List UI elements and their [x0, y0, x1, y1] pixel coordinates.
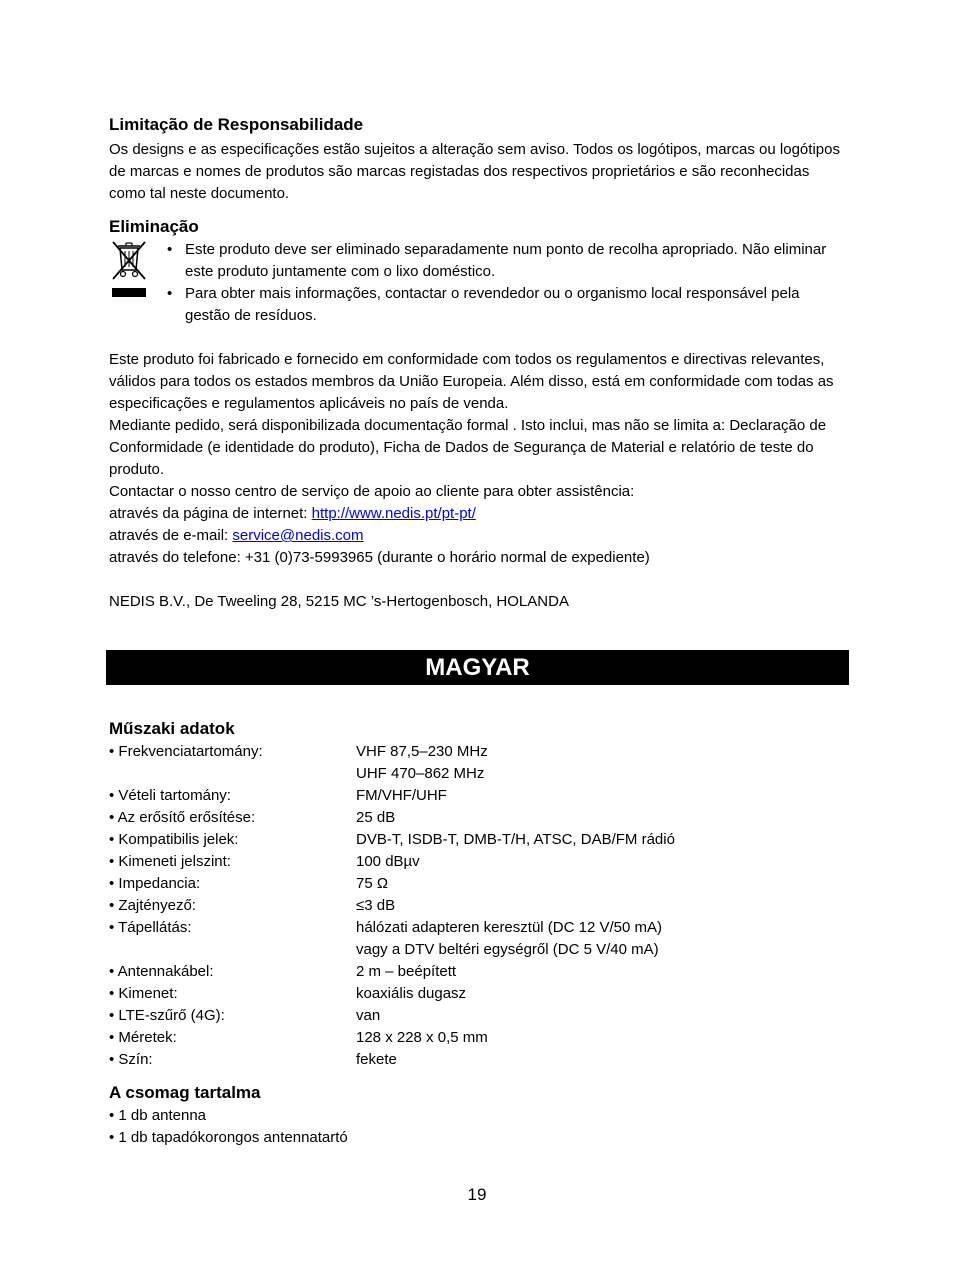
spec-row: [109, 873, 675, 895]
hungarian-section: [109, 717, 849, 1149]
spec-value: FM/VHF/UHF: [356, 787, 447, 804]
specs-table: [109, 741, 675, 1071]
spec-row: [109, 851, 675, 873]
spec-key: • Az erősítő erősítése:: [109, 809, 256, 826]
email-prefix: através de e-mail:: [109, 527, 233, 544]
spec-value: UHF 470–862 MHz: [356, 765, 485, 782]
disposal-bullet: • Este produto deve ser eliminado separadamente num ponto de recolha apropriado. Não eliminar este produto juntamente com o lixo doméstico.: [167, 239, 837, 283]
spec-value: 128 x 228 x 0,5 mm: [356, 1029, 488, 1046]
page-number: 19: [467, 1185, 487, 1204]
spec-value: ≤3 dB: [356, 897, 396, 914]
spec-value: 75 Ω: [356, 875, 389, 892]
spec-key: • Antennakábel:: [109, 963, 214, 980]
spec-row: [109, 741, 675, 763]
spec-key: [109, 763, 356, 785]
conformity-text: Mediante pedido, será disponibilizada documentação formal . Isto inclui, mas não se limita a: Declaração de Conformidade (e identidade do produto), Ficha de Dados de Segurança de Material e relatório de teste do produto.: [109, 417, 827, 478]
disposal-bullets: [167, 239, 837, 327]
spec-row: [109, 961, 675, 983]
spec-row: [109, 1049, 675, 1071]
limitation-heading: Limitação de Responsabilidade: [109, 115, 364, 134]
weee-crossed-bin-icon: [109, 239, 149, 327]
spec-row: [109, 829, 675, 851]
conformity-text: Contactar o nosso centro de serviço de apoio ao cliente para obter assistência:: [109, 483, 635, 500]
limitation-section: [109, 113, 849, 205]
spec-key: • Frekvenciatartomány:: [109, 743, 263, 760]
web-prefix: através da página de internet:: [109, 505, 312, 522]
spec-row: [109, 785, 675, 807]
spec-value: 25 dB: [356, 809, 396, 826]
conformity-section: [109, 349, 849, 613]
package-item: • 1 db tapadókorongos antennatartó: [109, 1129, 348, 1146]
spec-key: • Zajtényező:: [109, 897, 196, 914]
spec-key: • Tápellátás:: [109, 919, 192, 936]
phone-line: através do telefone: +31 (0)73-5993965 (durante o horário normal de expediente): [109, 549, 650, 566]
disposal-row: [109, 239, 849, 327]
spec-value: fekete: [356, 1051, 397, 1068]
spec-row: [109, 1005, 675, 1027]
web-line: [109, 503, 849, 525]
specs-heading: Műszaki adatok: [109, 719, 235, 738]
email-link[interactable]: service@nedis.com: [232, 527, 364, 544]
spec-value: 100 dBµv: [356, 853, 420, 870]
website-link[interactable]: http://www.nedis.pt/pt-pt/: [311, 505, 476, 522]
disposal-section: [109, 215, 849, 327]
disposal-bullet: • Para obter mais informações, contactar o revendedor ou o organismo local responsável pela gestão de resíduos.: [167, 283, 837, 327]
package-section: [109, 1081, 849, 1149]
language-banner: MAGYAR: [106, 650, 849, 685]
spec-row: [109, 895, 675, 917]
spec-value: koaxiális dugasz: [356, 985, 467, 1002]
spec-value: DVB-T, ISDB-T, DMB-T/H, ATSC, DAB/FM rádió: [356, 831, 675, 848]
disposal-heading: Eliminação: [109, 217, 199, 236]
company-address: NEDIS B.V., De Tweeling 28, 5215 MC ’s-Hertogenbosch, HOLANDA: [109, 593, 569, 610]
spec-value: 2 m – beépített: [356, 963, 457, 980]
spec-row: [109, 939, 675, 961]
spec-key: • Vételi tartomány:: [109, 787, 231, 804]
spec-row: [109, 917, 675, 939]
spec-key: • Méretek:: [109, 1029, 177, 1046]
spec-value: hálózati adapteren keresztül (DC 12 V/50 mA): [356, 919, 662, 936]
portuguese-section: [109, 113, 849, 613]
spec-value: VHF 87,5–230 MHz: [356, 743, 488, 760]
spec-row: [109, 807, 675, 829]
spec-row: [109, 763, 675, 785]
spec-key: • Kimenet:: [109, 985, 178, 1002]
limitation-text: Os designs e as especificações estão sujeitos a alteração sem aviso. Todos os logótipos, marcas ou logótipos de marcas e nomes de produtos são marcas registadas dos respectivos proprietários e são reconhecidas como tal neste documento.: [109, 141, 840, 202]
spec-row: [109, 1027, 675, 1049]
email-line: [109, 525, 849, 547]
package-heading: A csomag tartalma: [109, 1083, 261, 1102]
package-item: • 1 db antenna: [109, 1107, 207, 1124]
spec-value: van: [356, 1007, 381, 1024]
spec-value: vagy a DTV beltéri egységről (DC 5 V/40 mA): [356, 941, 659, 958]
spec-key: • Impedancia:: [109, 875, 201, 892]
conformity-text: Este produto foi fabricado e fornecido em conformidade com todos os regulamentos e directivas relevantes, válidos para todos os estados membros da União Europeia. Além disso, está em conformidade com todas as especificações e regulamentos aplicáveis no país de venda.: [109, 351, 834, 412]
spec-key: • LTE-szűrő (4G):: [109, 1007, 225, 1024]
spec-key: • Kompatibilis jelek:: [109, 831, 239, 848]
spec-key: • Kimeneti jelszint:: [109, 853, 231, 870]
spec-key: [109, 939, 356, 961]
spec-row: [109, 983, 675, 1005]
spec-key: • Szín:: [109, 1051, 153, 1068]
